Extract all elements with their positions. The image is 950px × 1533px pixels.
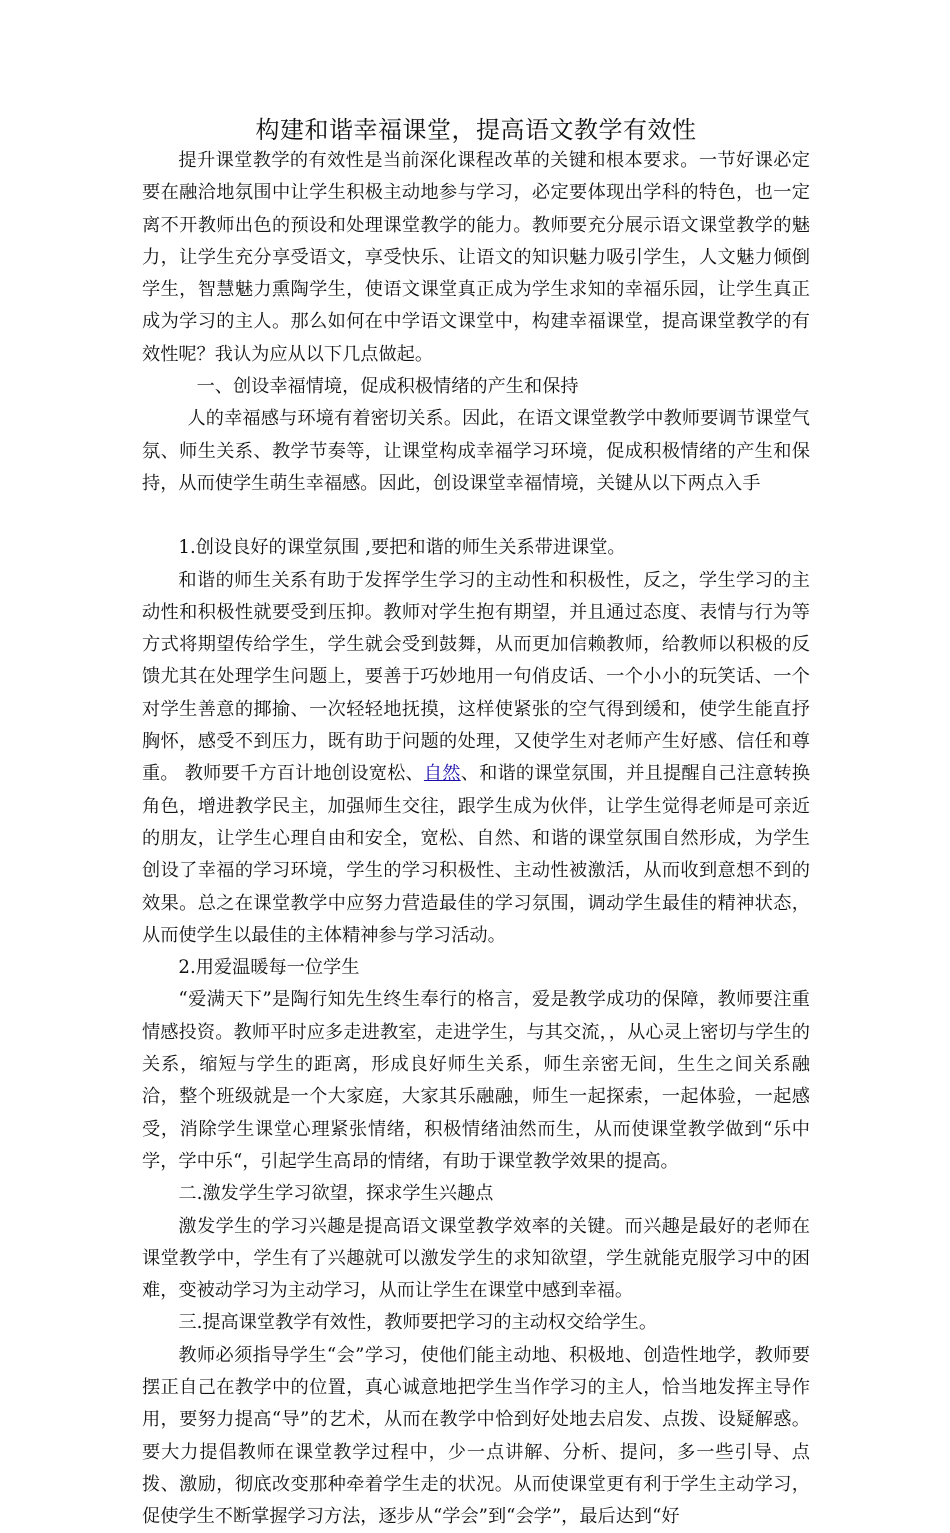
section1-heading: 一、创设幸福情境，促成积极情绪的产生和保持 (196, 376, 579, 398)
section3-heading: 三.提高课堂教学有效性，教师要把学习的主动权交给学生。 (178, 1312, 658, 1334)
subsection1-text-part2: 、和谐的课堂氛围，并且提醒自己注意转换角色，增进教学民主，加强师生交往，跟学生成为伙伴，让学生觉得老师是可亲近的朋友，让学生心理自由和安全，宽松、自然、和谐的课堂氛围自然形成，为学生创设了幸福的学习环境，学生的学习积极性、主动性被激活，从而收到意想不到的效果。总之在课堂教学中应努力营造最佳的学习氛围，调动学生最佳的精神状态，从而使学生以最佳的主体精神参与学习活动。 (142, 763, 810, 946)
subsection1-heading: 1.创设良好的课堂氛围 ,要把和谐的师生关系带进课堂。 (178, 537, 626, 559)
document-title: 构建和谐幸福课堂，提高语文教学有效性 (255, 116, 697, 144)
section3-paragraph: 教师必须指导学生“会”学习，使他们能主动地、积极地、创造性地学，教师要摆正自己在教学中的位置，真心诚意地把学生当作学习的主人，恰当地发挥主导作用，要努力提高“导”的艺术，从而在教学中恰到好处地去启发、点拨、设疑解惑。要大力提倡教师在课堂教学过程中，少一点讲解、分析、提问，多一些引导、点拨、激励，彻底改变那种牵着学生走的状况。从而使课堂更有利于学生主动学习，促使学生不断掌握学习方法，逐步从“学会”到“会学”，最后达到“好 (142, 1344, 810, 1528)
nature-link[interactable]: 自然 (423, 763, 461, 785)
section2-heading: 二.激发学生学习欲望，探求学生兴趣点 (178, 1183, 494, 1205)
subsection1-paragraph (142, 565, 810, 953)
subsection2-paragraph: “爱满天下”是陶行知先生终生奉行的格言，爱是教学成功的保障，教师要注重情感投资。教师平时应多走进教室，走进学生，与其交流，，从心灵上密切与学生的关系，缩短与学生的距离，形成良好师生关系，师生亲密无间，生生之间关系融洽，整个班级就是一个大家庭，大家其乐融融，师生一起探索，一起体验，一起感受，消除学生课堂心理紧张情绪，积极情绪油然而生，从而使课堂教学做到“乐中学，学中乐“，引起学生高昂的情绪，有助于课堂教学效果的提高。 (142, 989, 810, 1172)
subsection2-heading: 2.用爱温暖每一位学生 (178, 957, 360, 979)
blank-line (142, 500, 810, 532)
intro-paragraph: 提升课堂教学的有效性是当前深化课程改革的关键和根本要求。一节好课必定要在融洽地氛围中让学生积极主动地参与学习，必定要体现出学科的特色，也一定离不开教师出色的预设和处理课堂教学的能力。教师要充分展示语文课堂教学的魅力，让学生充分享受语文，享受快乐、让语文的知识魅力吸引学生，人文魅力倾倒学生，智慧魅力熏陶学生，使语文课堂真正成为学生求知的幸福乐园，让学生真正成为学习的主人。那么如何在中学语文课堂中，构建幸福课堂，提高课堂教学的有效性呢？我认为应从以下几点做起。 (142, 150, 810, 365)
document-page (142, 112, 810, 1533)
subsection1-text-part1: 和谐的师生关系有助于发挥学生学习的主动性和积极性，反之，学生学习的主动性和积极性就要受到压抑。教师对学生抱有期望，并且通过态度、表情与行为等方式将期望传给学生，学生就会受到鼓舞，从而更加信赖教师，给教师以积极的反馈尤其在处理学生问题上，要善于巧妙地用一句俏皮话、一个小小的玩笑话、一个对学生善意的揶揄、一次轻轻地抚摸，这样使紧张的空气得到缓和，使学生能直抒胸怀，感受不到压力，既有助于问题的处理，又使学生对老师产生好感、信任和尊重。 教师要千方百计地创设宽松、 (142, 569, 810, 785)
section1-paragraph: 人的幸福感与环境有着密切关系。因此，在语文课堂教学中教师要调节课堂气氛、师生关系、教学节奏等，让课堂构成幸福学习环境，促成积极情绪的产生和保持，从而使学生萌生幸福感。因此，创设课堂幸福情境，关键从以下两点入手 (142, 408, 810, 494)
section2-paragraph: 激发学生的学习兴趣是提高语文课堂教学效率的关键。而兴趣是最好的老师在课堂教学中，学生有了兴趣就可以激发学生的求知欲望，学生就能克服学习中的困难，变被动学习为主动学习，从而让学生在课堂中感到幸福。 (142, 1215, 810, 1302)
